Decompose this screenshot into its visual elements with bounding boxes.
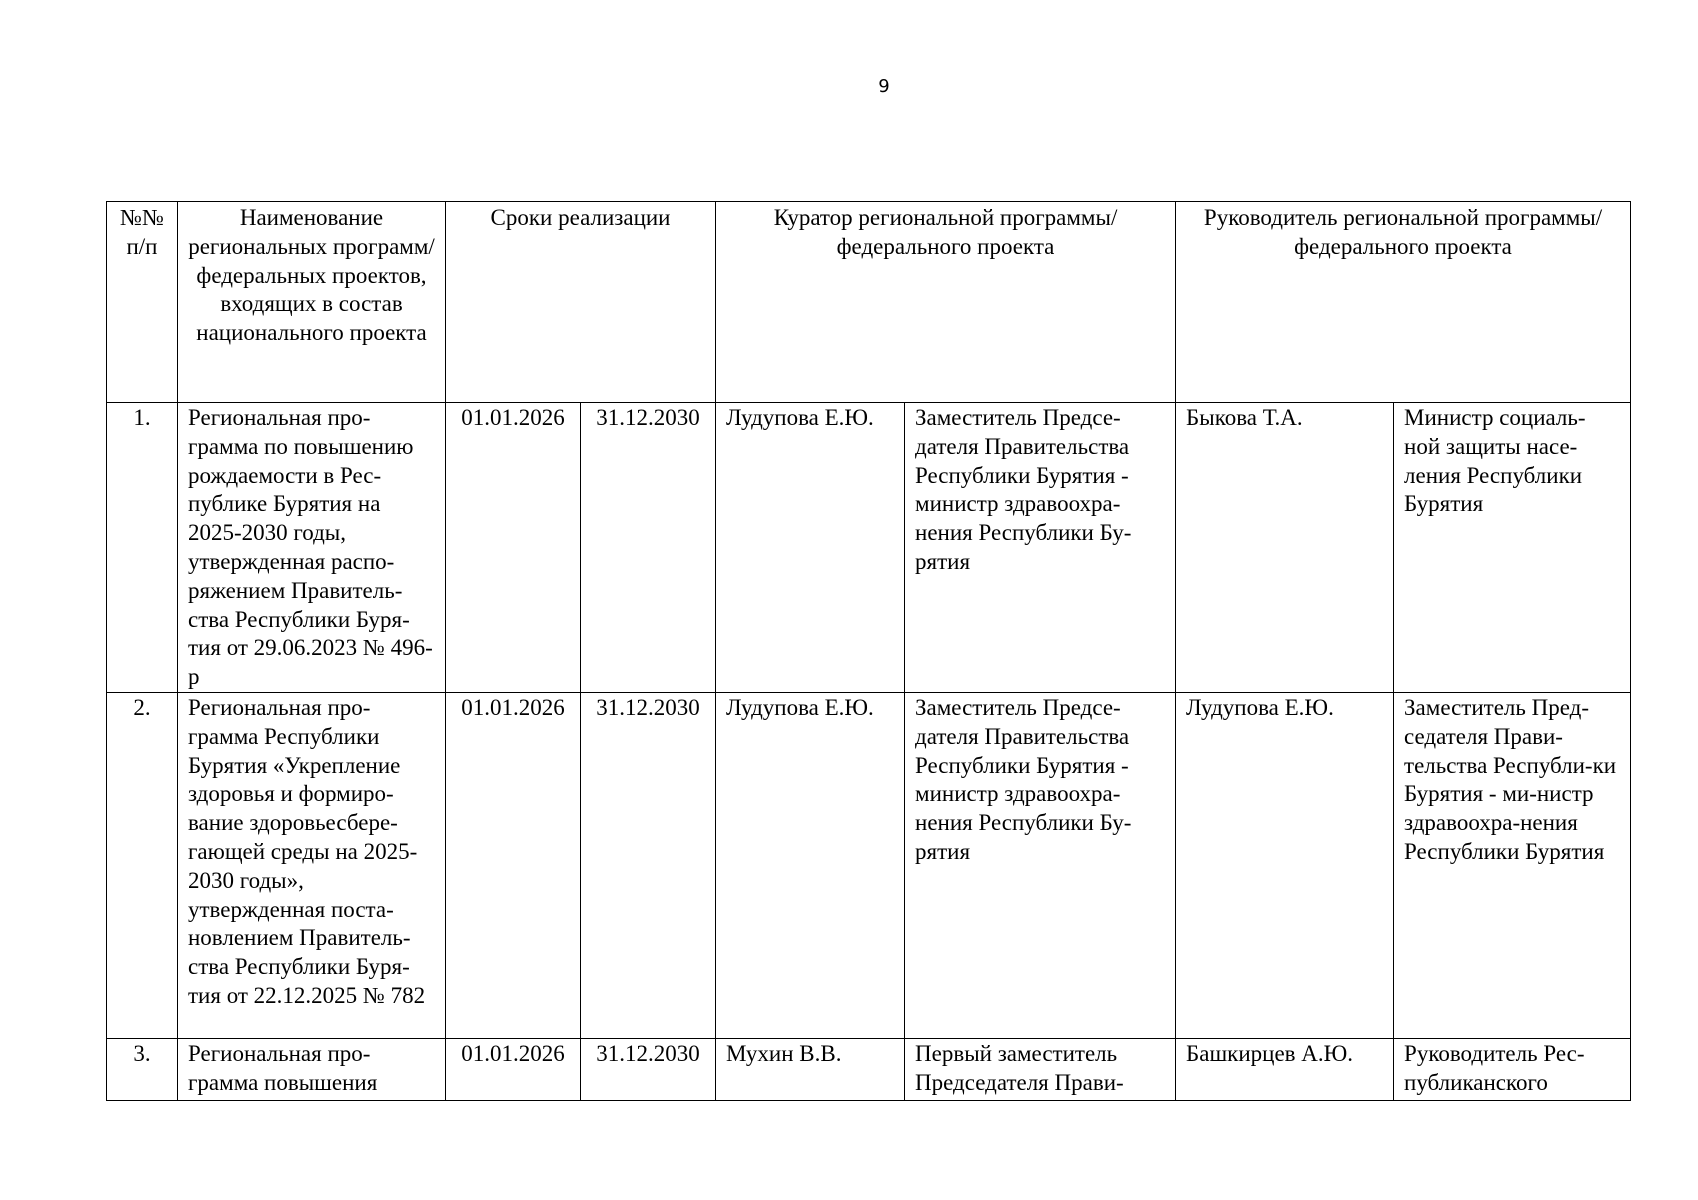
row-head-position: Заместитель Пред-седателя Прави-тельства Республи-ки Бурятия - ми-нистр здравоохра-нения Республики Бурятия <box>1394 692 1631 1038</box>
row-curator-position: Первый заместитель Председателя Прави- <box>905 1038 1176 1100</box>
header-curator: Куратор региональной программы/федерального проекта <box>716 202 1176 403</box>
projects-table <box>106 201 1631 1101</box>
row-curator-position: Заместитель Предсе-дателя Правительства Республики Бурятия - министр здравоохра-нения Республики Бу-рятия <box>905 692 1176 1038</box>
row-curator-name: Лудупова Е.Ю. <box>716 403 905 693</box>
row-end-date: 31.12.2030 <box>581 692 716 1038</box>
table-header-row <box>107 202 1631 403</box>
row-end-date: 31.12.2030 <box>581 403 716 693</box>
header-head: Руководитель региональной программы/федерального проекта <box>1176 202 1631 403</box>
row-head-position: Министр социаль-ной защиты насе-ления Республики Бурятия <box>1394 403 1631 693</box>
row-name: Региональная про-грамма Республики Бурятия «Укрепление здоровья и формиро-вание здоровьесбере-гающей среды на 2025-2030 годы», утвержденная поста-новлением Правитель-ства Республики Буря-тия от 22.12.2025 № 782 <box>178 692 446 1038</box>
header-dates: Сроки реализации <box>446 202 716 403</box>
page-number: 9 <box>878 76 890 97</box>
row-curator-position: Заместитель Предсе-дателя Правительства Республики Бурятия - министр здравоохра-нения Республики Бу-рятия <box>905 403 1176 693</box>
row-end-date: 31.12.2030 <box>581 1038 716 1100</box>
row-num: 2. <box>107 692 178 1038</box>
row-name: Региональная про-грамма по повышению рождаемости в Рес-публике Бурятия на 2025-2030 годы, утвержденная распо-ряжением Правитель-ства Республики Буря-тия от 29.06.2023 № 496-р <box>178 403 446 693</box>
header-name: Наименование региональных программ/ федеральных проектов, входящих в состав национального проекта <box>178 202 446 403</box>
table-row <box>107 403 1631 693</box>
row-head-name: Быкова Т.А. <box>1176 403 1394 693</box>
row-start-date: 01.01.2026 <box>446 1038 581 1100</box>
row-head-name: Лудупова Е.Ю. <box>1176 692 1394 1038</box>
row-num: 3. <box>107 1038 178 1100</box>
row-num: 1. <box>107 403 178 693</box>
row-name: Региональная про-грамма повышения <box>178 1038 446 1100</box>
table-row <box>107 1038 1631 1100</box>
row-start-date: 01.01.2026 <box>446 692 581 1038</box>
row-curator-name: Лудупова Е.Ю. <box>716 692 905 1038</box>
row-start-date: 01.01.2026 <box>446 403 581 693</box>
row-curator-name: Мухин В.В. <box>716 1038 905 1100</box>
table-row <box>107 692 1631 1038</box>
row-head-name: Башкирцев А.Ю. <box>1176 1038 1394 1100</box>
row-head-position: Руководитель Рес-публиканского <box>1394 1038 1631 1100</box>
header-num: №№ п/п <box>107 202 178 403</box>
